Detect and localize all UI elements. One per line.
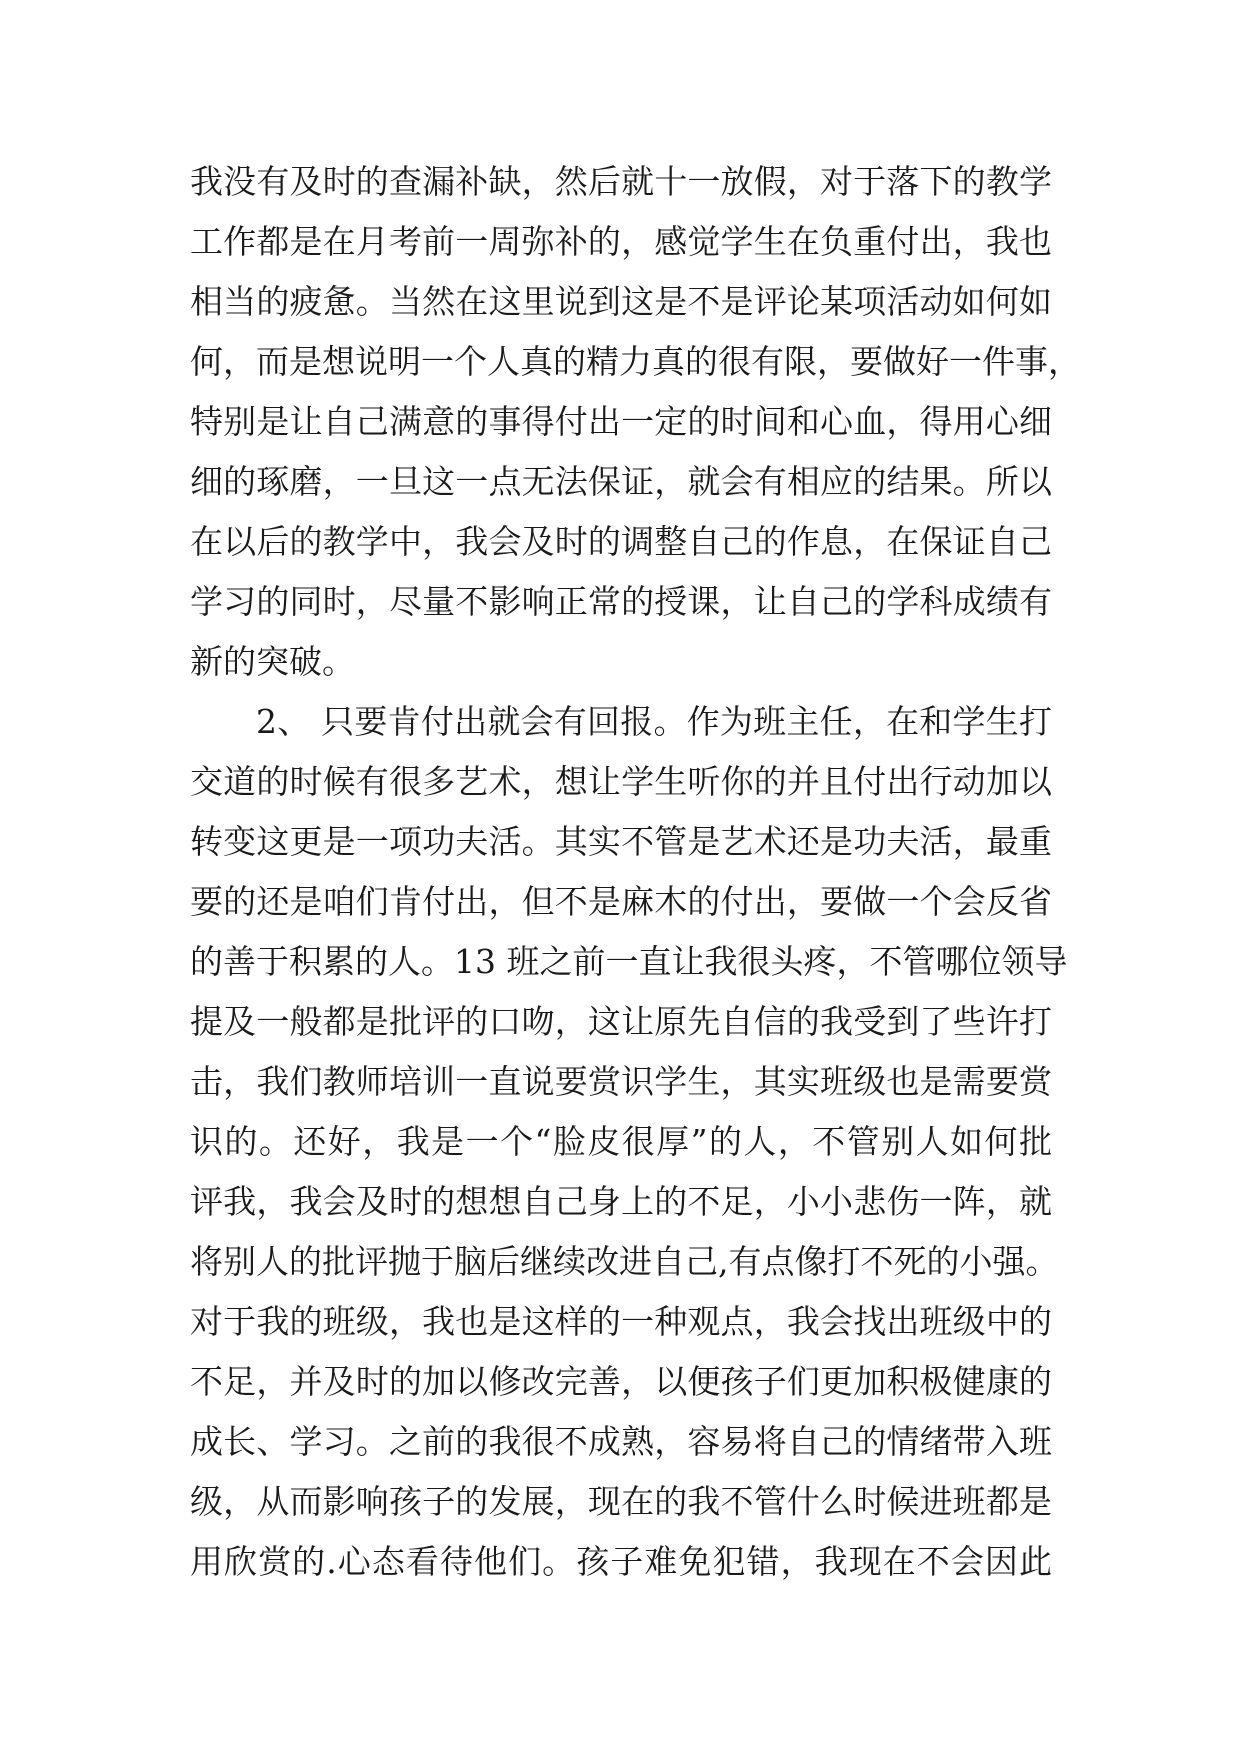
- text-line: 的善于积累的人。13 班之前一直让我很头疼，不管哪位领导: [190, 942, 1068, 981]
- text-line: 何，而是想说明一个人真的精力真的很有限，要做好一件事，: [190, 342, 1081, 381]
- text-line: 相当的疲惫。当然在这里说到这是不是评论某项活动如何如: [190, 282, 1052, 321]
- text-line: 评我，我会及时的想想自己身上的不足，小小悲伤一阵，就: [190, 1182, 1052, 1221]
- body-text: [190, 152, 1081, 1592]
- text-line: 级，从而影响孩子的发展，现在的我不管什么时候进班都是: [190, 1482, 1052, 1521]
- text-line: 提及一般都是批评的口吻，这让原先自信的我受到了些许打: [190, 1002, 1052, 1041]
- text-line: 交道的时候有很多艺术，想让学生听你的并且付出行动加以: [190, 762, 1052, 801]
- text-line: 2、 只要肯付出就会有回报。作为班主任，在和学生打: [256, 702, 1052, 741]
- text-line: 特别是让自己满意的事得付出一定的时间和心血，得用心细: [190, 402, 1052, 441]
- text-line: 将别人的批评抛于脑后继续改进自己,有点像打不死的小强。: [190, 1242, 1059, 1281]
- text-line: 细的琢磨，一旦这一点无法保证，就会有相应的结果。所以: [190, 462, 1052, 501]
- text-line: 识的。还好，我是一个“脸皮很厚”的人，不管别人如何批: [190, 1122, 1052, 1161]
- text-line: 工作都是在月考前一周弥补的，感觉学生在负重付出，我也: [190, 222, 1052, 261]
- text-line: 我没有及时的查漏补缺，然后就十一放假，对于落下的教学: [190, 162, 1052, 201]
- text-line: 不足，并及时的加以修改完善，以便孩子们更加积极健康的: [190, 1362, 1052, 1401]
- text-line: 用欣赏的.心态看待他们。孩子难免犯错，我现在不会因此: [190, 1542, 1052, 1581]
- text-line: 学习的同时，尽量不影响正常的授课，让自己的学科成绩有: [190, 582, 1052, 621]
- text-line: 对于我的班级，我也是这样的一种观点，我会找出班级中的: [190, 1302, 1052, 1341]
- text-line: 在以后的教学中，我会及时的调整自己的作息，在保证自己: [190, 522, 1052, 561]
- text-line: 击，我们教师培训一直说要赏识学生，其实班级也是需要赏: [190, 1062, 1052, 1101]
- text-line: 新的突破。: [190, 642, 355, 681]
- text-line: 要的还是咱们肯付出，但不是麻木的付出，要做一个会反省: [190, 882, 1052, 921]
- text-line: 转变这更是一项功夫活。其实不管是艺术还是功夫活，最重: [190, 822, 1052, 861]
- text-line: 成长、学习。之前的我很不成熟，容易将自己的情绪带入班: [190, 1422, 1052, 1461]
